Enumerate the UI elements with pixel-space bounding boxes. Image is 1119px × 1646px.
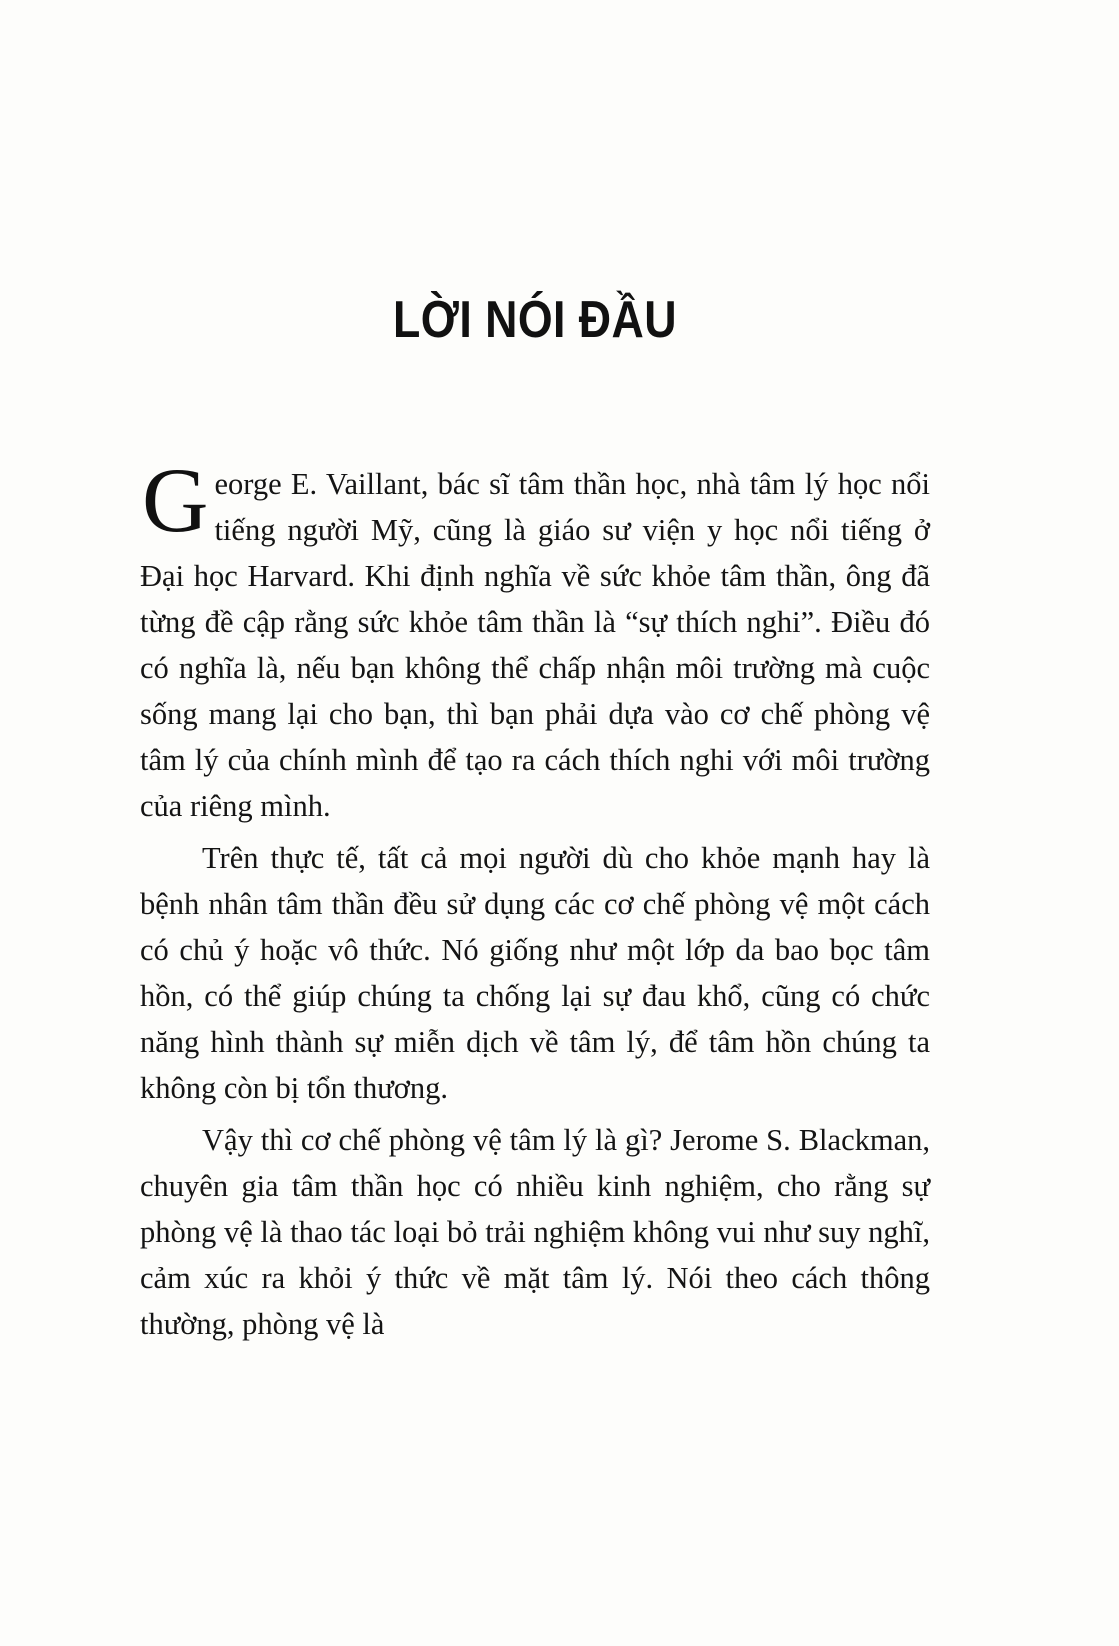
paragraph-1 bbox=[140, 449, 930, 829]
drop-cap-letter: G bbox=[142, 449, 209, 552]
page-content-area bbox=[140, 0, 930, 1646]
paragraph-2: Trên thực tế, tất cả mọi người dù cho khỏe mạnh hay là bệnh nhân tâm thần đều sử dụng các cơ chế phòng vệ một cách có chủ ý hoặc vô thức. Nó giống như một lớp da bao bọc tâm hồn, có thể giúp chúng ta chống lại sự đau khổ, cũng có chức năng hình thành sự miễn dịch về tâm lý, để tâm hồn chúng ta không còn bị tổn thương. bbox=[140, 841, 930, 1106]
paragraph-3: Vậy thì cơ chế phòng vệ tâm lý là gì? Jerome S. Blackman, chuyên gia tâm thần học có nhiều kinh nghiệm, cho rằng sự phòng vệ là thao tác loại bỏ trải nghiệm không vui như suy nghĩ, cảm xúc ra khỏi ý thức về mặt tâm lý. Nói theo cách thông thường, phòng vệ là bbox=[140, 1123, 930, 1342]
body-text bbox=[140, 449, 930, 1347]
page-title: LỜI NÓI ĐẦU bbox=[393, 291, 677, 349]
paragraph-1-text: eorge E. Vaillant, bác sĩ tâm thần học, nhà tâm lý học nổi tiếng người Mỹ, cũng là giáo sư viện y học nổi tiếng ở Đại học Harvard. Khi định nghĩa về sức khỏe tâm thần, ông đã từng đề cập rằng sức khỏe tâm thần là “sự thích nghi”. Điều đó có nghĩa là, nếu bạn không thể chấp nhận môi trường mà cuộc sống mang lại cho bạn, thì bạn phải dựa vào cơ chế phòng vệ tâm lý của chính mình để tạo ra cách thích nghi với môi trường của riêng mình. bbox=[140, 467, 930, 824]
